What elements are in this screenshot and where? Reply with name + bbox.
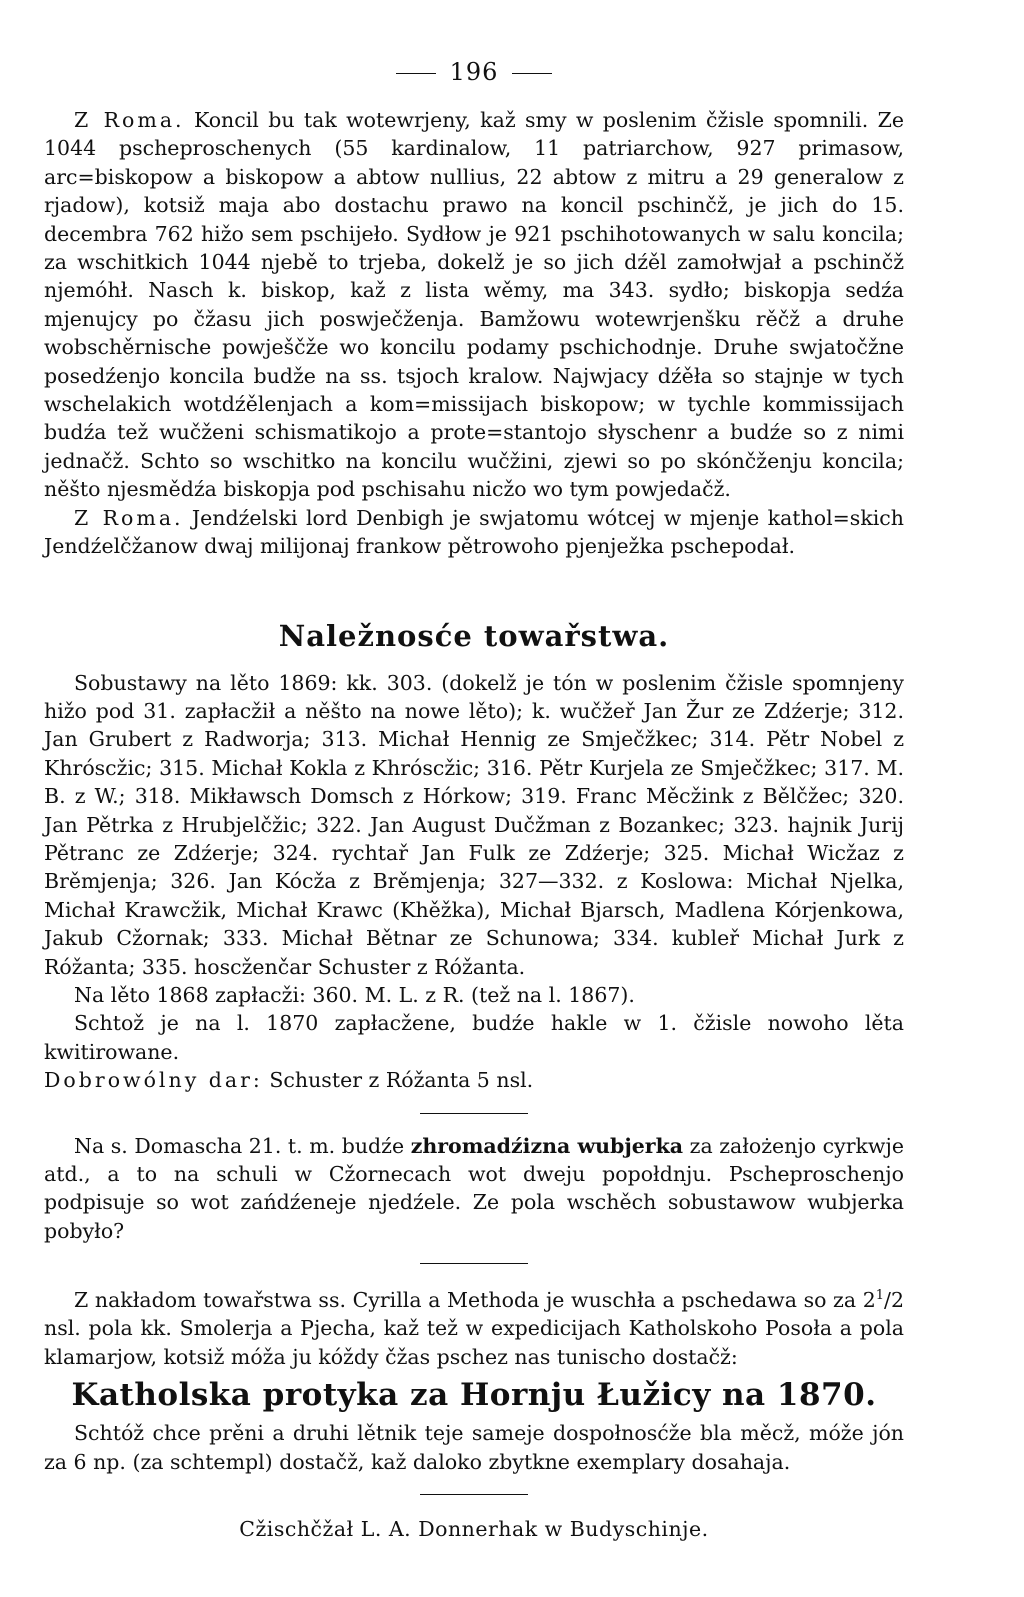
assembly-paragraph — [44, 1132, 904, 1246]
assembly-bold-title: zhromadźizna wubjerka — [410, 1133, 684, 1158]
members-1868-paragraph: Na lěto 1868 zapłacži: 360. M. L. z R. (tež na l. 1867). — [74, 982, 635, 1007]
section-title: Naležnosće towařstwa. — [278, 618, 670, 653]
rome-news-text-2: Jendźelski lord Denbigh je swjatomu wótcej w mjenje kathol=skich Jendźelčžanow dwaj milijonaj frankow pětrowoho pjenježka pschepodał. — [44, 505, 904, 559]
rome-news-paragraph-2 — [44, 504, 904, 561]
section-divider-1 — [420, 1113, 528, 1114]
donation-label: Dobrowólny dar: — [44, 1068, 263, 1093]
calendar-note: Schtóž chce prěni a druhi lětnik teje sameje dospołnosćže bla měcž, móže jón za 6 np. (za schtempl) dostačž, kaž daloko zbytkne exemplary dosahaja. — [44, 1421, 904, 1474]
members-paragraph: Sobustawy na lěto 1869: kk. 303. (dokelž je tón w poslenim čžisle spomnjeny hižo pod 31. zapłacžił a něšto na nowe lěto); k. wučžeř Jan Žur ze Zdźerje; 312. Jan Grubert z Radworja; 313. Michał Hennig ze Smječžkec; 314. Pětr Nobel z Khróscžic; 315. Michał Kokla z Khróscžic; 316. Pětr Kurjela ze Smječžkec; 317. M. B. z W.; 318. Mikławsch Domsch z Hórkow; 319. Franc Měcžink z Bělčžec; 320. Jan Pětrka z Hrubjelčžic; 322. Jan August Dučžman z Bozankec; 323. hajnik Jurij Pětranc ze Zdźerje; 324. rychtař Jan Fulk ze Zdźerje; 325. Michał Wicžaz z Brěmjenja; 326. Jan Kócža z Brěmjenja; 327—332. z Koslowa: Michał Njelka, Michał Krawcžik, Michał Krawc (Khěžka), Michał Bjarsch, Madlena Kórjenkowa, Jakub Cžornak; 333. Michał Bětnar ze Schunowa; 334. kubleř Michał Jurk z Róžanta; 335. hoscženčar Schuster z Róžanta. — [44, 670, 904, 979]
page-number-dash-right — [512, 73, 552, 74]
section-divider-2 — [420, 1263, 528, 1264]
rome-news-lead-2: Z Roma. — [74, 505, 184, 530]
society-paragraph — [44, 1282, 904, 1371]
rome-news-text-1: Koncil bu tak wotewrjeny, kaž smy w poslenim čžisle spomnili. Ze 1044 pscheproschenych (55 kardinalow, 11 patriarchow, 927 primasow, arc=biskopow a biskopow a abtow nullius, 22 abtow z mitru a 29 generalow z rjadow), kotsiž maja abo dostachu prawo na koncil pschinčž, je jich do 15. decembra 762 hižo sem pschijeło. Sydłow je 921 pschihotowanych w salu koncila; za wschitkich 1044 njebě to trjeba, dokelž je so jich dźěl zamołwjał a pschinčž njemóhł. Nasch k. biskop, kaž z lista wěmy, ma 343. sydło; biskopja sedźa mjenujcy po čžasu jich poswječženja. Bamžowu wotewrjenšku rěčž a druhe wobschěrnische powješčže wo koncilu podamy pschichodnje. Druhe swjatočžne posedźenjo koncila budže na ss. tsjoch kralow. Najwjacy dźěła so stajnje w tych wschelakich wotdźělenjach a kom=missijach biskopow; w tychle kommissijach budźa tež wučženi schismatikojo a prote=stantojo słyschenr a budźe so z nimi jednačž. Schto so wschitko na koncilu wučžini, zjewi so po skónčženju koncila; něšto njesmědźa biskopja pod pschisahu nicžo wo tym powjedačž. — [44, 108, 904, 502]
rome-news-lead-1: Z Roma. — [74, 108, 185, 132]
society-text-after: /2 nsl. pola kk. Smolerja a Pjecha, kaž tež w expedicijach Katholskoho Posoła a pola klamarjow, kotsiž móža ju kóždy čžas pschez nas tunischo dostačž: — [44, 1288, 904, 1369]
page — [44, 58, 904, 1541]
calendar-title: Katholska protyka za Hornju Łužicy na 1870. — [71, 1377, 877, 1414]
page-number-value: 196 — [449, 58, 499, 86]
society-fraction-numerator: 1 — [875, 1288, 885, 1304]
section-divider-3 — [420, 1494, 528, 1495]
members-1870-note: Schtož je na l. 1870 zapłacžene, budźe hakle w 1. čžisle nowoho lěta kwitirowane. — [44, 1011, 904, 1064]
page-number — [44, 58, 904, 86]
donation-line — [44, 1066, 904, 1094]
page-number-dash-left — [396, 73, 436, 74]
assembly-text-after: za założenjo cyrkwje atd., a to na schuli w Cžornecach wot dweju popołdnju. Pscheproschenjo podpisuje so wot zańdźeneje njedźele. Ze pola wschěch sobustawow wubjerka pobyło? — [44, 1133, 904, 1243]
printer-line: Cžischčžał L. A. Donnerhak w Budyschinje. — [239, 1517, 709, 1542]
assembly-text-before: Na s. Domascha 21. t. m. budźe — [74, 1133, 405, 1158]
donation-text: Schuster z Róžanta 5 nsl. — [269, 1068, 534, 1093]
society-text-before: Z nakładom towařstwa ss. Cyrilla a Methoda je wuschła a pschedawa so za 2 — [74, 1288, 876, 1313]
rome-news-paragraph-1 — [44, 106, 904, 504]
